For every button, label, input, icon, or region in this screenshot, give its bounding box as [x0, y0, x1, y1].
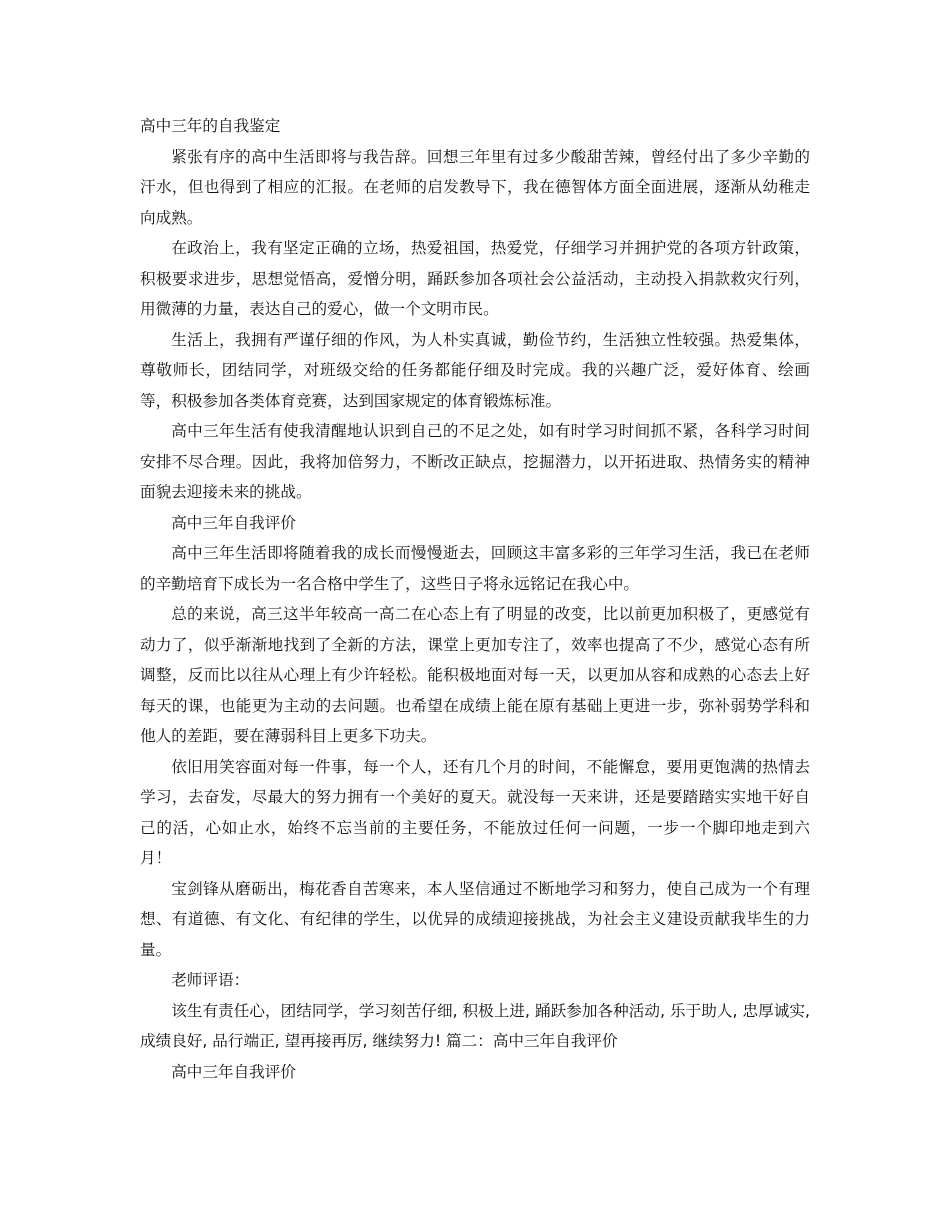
paragraph-shortcomings: 高中三年生活有使我清醒地认识到自己的不足之处，如有时学习时间抓不紧，各科学习时间安排不尽合理。因此，我将加倍努力，不断改正缺点，挖掘潜力，以开拓进取、热情务实的精神面貌去迎接未来的挑战。 [140, 422, 810, 501]
document-body [140, 111, 810, 1087]
paragraph-mindset: 总的来说，高三这半年较高一高二在心态上有了明显的改变，比以前更加积极了，更感觉有动力了，似乎渐渐地找到了全新的方法，课堂上更加专注了，效率也提高了不少，感觉心态有所调整，反而比以往从心理上有少许轻松。能积极地面对每一天，以更加从容和成熟的心态去上好每天的课，也能更为主动的去问题。也希望在成绩上能在原有基础上更进一步，弥补弱势学科和他人的差距，要在薄弱科目上更多下功夫。 [140, 605, 810, 745]
paragraph-attitude: 依旧用笑容面对每一件事，每一个人，还有几个月的时间，不能懈怠，要用更饱满的热情去学习，去奋发，尽最大的努力拥有一个美好的夏天。就没每一天来讲，还是要踏踏实实地干好自己的活，心如止水，始终不忘当前的主要任务，不能放过任何一问题，一步一个脚印地走到六月！ [140, 757, 810, 867]
teacher-comment-heading: 老师评语： [171, 971, 250, 989]
document-title: 高中三年的自我鉴定 [140, 117, 281, 135]
section-heading-self-evaluation: 高中三年自我评价 [171, 513, 296, 532]
paragraph-politics: 在政治上，我有坚定正确的立场，热爱祖国，热爱党，仔细学习并拥护党的各项方针政策，积极要求进步，思想觉悟高，爱憎分明，踊跃参加各项社会公益活动，主动投入捐款救灾行列，用微薄的力量，表达自己的爱心，做一个文明市民。 [140, 239, 810, 318]
paragraph-resolution: 宝剑锋从磨砺出，梅花香自苦寒来，本人坚信通过不断地学习和努力，使自己成为一个有理想、有道德、有文化、有纪律的学生，以优异的成绩迎接挑战，为社会主义建设贡献我毕生的力量。 [140, 879, 810, 959]
section-heading-self-evaluation-2: 高中三年自我评价 [171, 1062, 296, 1081]
paragraph-life: 生活上，我拥有严谨仔细的作风，为人朴实真诚，勤俭节约，生活独立性较强。热爱集体，尊敬师长，团结同学，对班级交给的任务都能仔细及时完成。我的兴趣广泛，爱好体育、绘画等，积极参加各类体育竞赛，达到国家规定的体育锻炼标准。 [140, 330, 810, 410]
paragraph-intro: 紧张有序的高中生活即将与我告辞。回想三年里有过多少酸甜苦辣，曾经付出了多少辛勤的汗水，但也得到了相应的汇报。在老师的启发教导下，我在德智体方面全面进展，逐渐从幼稚走向成熟。 [140, 147, 810, 227]
teacher-comment: 该生有责任心，团结同学，学习刻苦仔细, 积极上进, 踊跃参加各种活动, 乐于助人, 忠厚诚实, 成绩良好, 品行端正, 望再接再厉, 继续努力! 篇二：高中三年自我评价 [140, 1001, 810, 1050]
paragraph-review: 高中三年生活即将随着我的成长而慢慢逝去，回顾这丰富多彩的三年学习生活，我已在老师的辛勤培育下成长为一名合格中学生了，这些日子将永远铭记在我心中。 [140, 544, 810, 593]
